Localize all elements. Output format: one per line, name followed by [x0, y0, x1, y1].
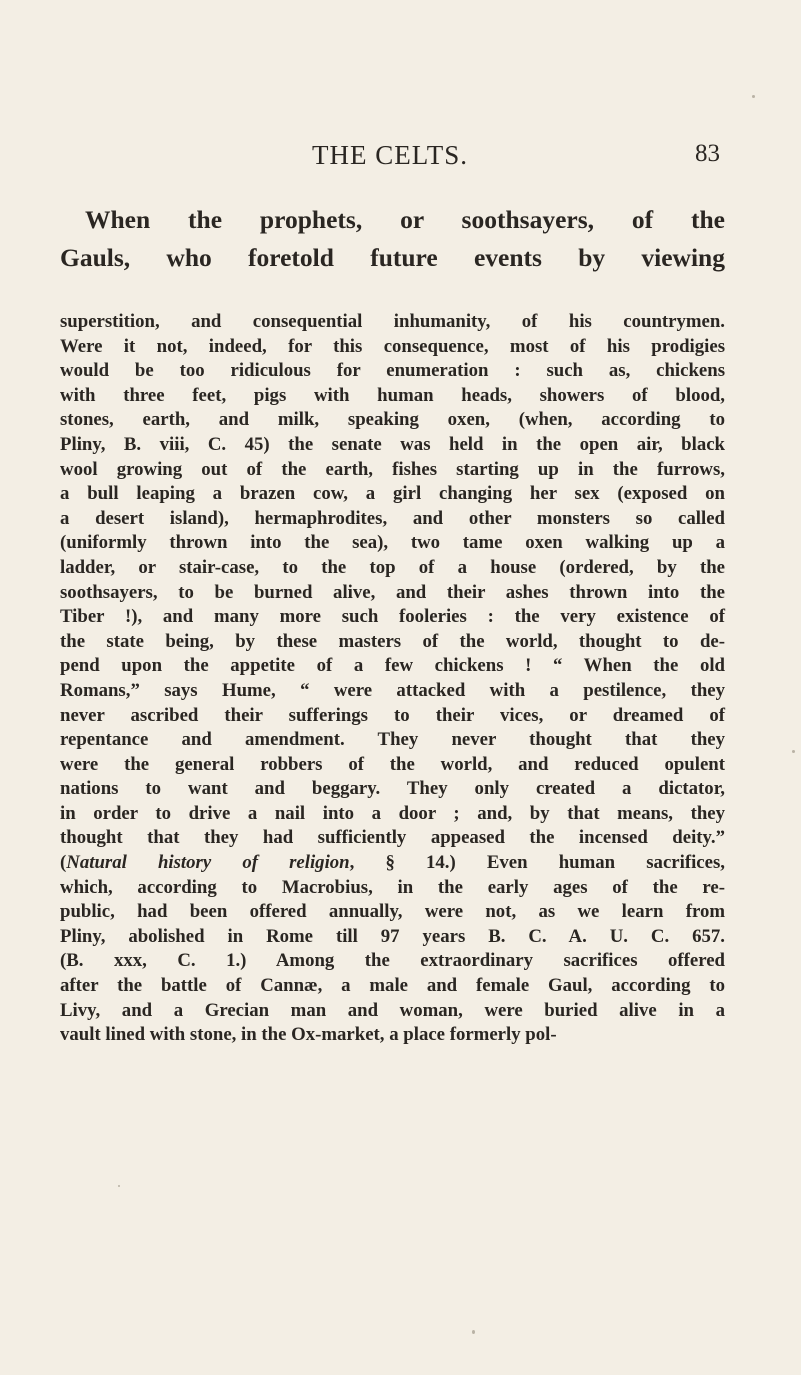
body-line: (Natural history of religion, § 14.) Even human sacrifices, [60, 852, 725, 874]
body-line: Tiber !), and many more such fooleries : the very existence of [60, 606, 725, 628]
body-line: after the battle of Cannæ, a male and female Gaul, according to [60, 975, 725, 997]
running-head [60, 140, 720, 170]
page-number: 83 [695, 140, 720, 167]
paper-speck [118, 1185, 120, 1187]
body-line: (uniformly thrown into the sea), two tame oxen walking up a [60, 532, 725, 554]
body-line: the state being, by these masters of the world, thought to de- [60, 630, 725, 652]
body-line: thought that they had sufficiently appeased the incensed deity.” [60, 827, 725, 849]
body-line: Pliny, B. viii, C. 45) the senate was held in the open air, black [60, 433, 725, 455]
body-line: (B. xxx, C. 1.) Among the extraordinary sacrifices offered [60, 950, 725, 972]
body-line: in order to drive a nail into a door ; and, by that means, they [60, 802, 725, 824]
body-line: public, had been offered annually, were not, as we learn from [60, 901, 725, 923]
body-line: superstition, and consequential inhumanity, of his countrymen. [60, 311, 725, 332]
body-line: a desert island), hermaphrodites, and other monsters so called [60, 507, 725, 529]
body-line: Pliny, abolished in Rome till 97 years B. C. A. U. C. 657. [60, 925, 725, 947]
running-title: THE CELTS. [311, 140, 468, 170]
body-line: a bull leaping a brazen cow, a girl changing her sex (exposed on [60, 483, 725, 505]
paper-speck [472, 1330, 475, 1334]
body-line: were the general robbers of the world, and reduced opulent [60, 753, 725, 775]
body-line: Were it not, indeed, for this consequence, most of his prodigies [60, 335, 725, 357]
body-line: with three feet, pigs with human heads, showers of blood, [60, 384, 725, 406]
pasted-text-fragment [60, 201, 725, 277]
body-line: wool growing out of the earth, fishes starting up in the furrows, [60, 458, 725, 480]
body-line: Livy, and a Grecian man and woman, were buried alive in a [60, 999, 725, 1021]
body-line: soothsayers, to be burned alive, and their ashes thrown into the [60, 581, 725, 603]
body-line: would be too ridiculous for enumeration : such as, chickens [60, 360, 725, 382]
body-line: Romans,” says Hume, “ were attacked with a pestilence, they [60, 679, 725, 701]
fragment-line: When the prophets, or soothsayers, of the [85, 205, 725, 234]
body-line: nations to want and beggary. They only created a dictator, [60, 778, 725, 800]
paper-speck [752, 95, 755, 98]
paper-speck [792, 750, 795, 753]
body-line: never ascribed their sufferings to their vices, or dreamed of [60, 704, 725, 726]
body-line: which, according to Macrobius, in the early ages of the re- [60, 876, 725, 898]
body-line: vault lined with stone, in the Ox-market, a place formerly pol- [60, 1024, 557, 1046]
fragment-line: Gauls, who foretold future events by viewing [60, 243, 725, 272]
body-line: stones, earth, and milk, speaking oxen, (when, according to [60, 409, 725, 431]
body-paragraph [60, 310, 725, 1048]
body-line: pend upon the appetite of a few chickens ! “ When the old [60, 655, 725, 677]
body-line: repentance and amendment. They never thought that they [60, 729, 725, 751]
book-title-italic: Natural history of religion [66, 852, 350, 874]
body-line: ladder, or stair-case, to the top of a house (ordered, by the [60, 556, 725, 578]
